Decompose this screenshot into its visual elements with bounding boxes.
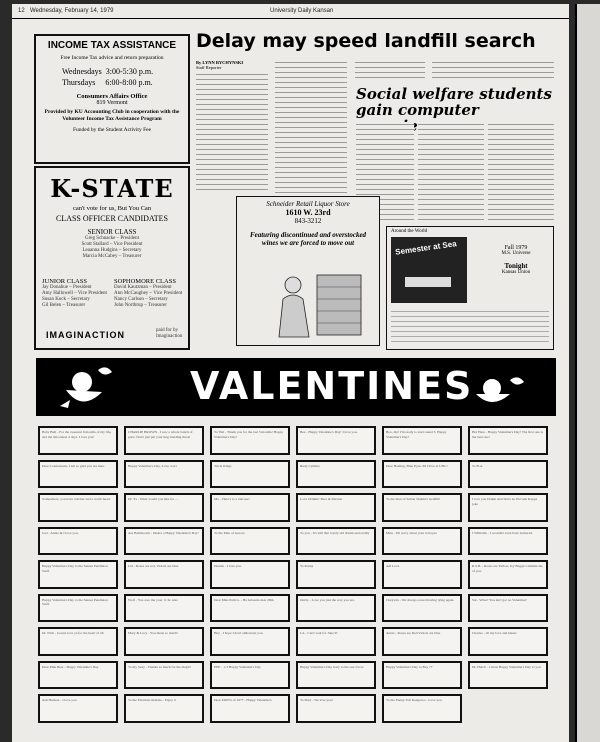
valentine-message-text: Dr. Nick - Gonna love ya for the heart of all. xyxy=(42,631,105,635)
valentine-message xyxy=(124,627,204,656)
kstate-line2: CLASS OFFICER CANDIDATES xyxy=(55,214,169,223)
valentine-message-text: Dear Heating, Blue Eyes, 69 I'll be at UNC! xyxy=(386,463,448,468)
book-title: Semester at Sea xyxy=(394,239,458,257)
valentine-message-text: To the Fabulous Indians - Enjoy it xyxy=(128,698,176,702)
valentine-message-text: Sal - What? You ain't got no Valentine? xyxy=(472,597,527,602)
valentine-message-text: Dennis - I love you. xyxy=(214,564,242,568)
valentine-message xyxy=(382,527,462,556)
valentine-message-text: Dr. Hutch - a most Happy Valentine's Day to you xyxy=(472,664,541,669)
valentine-message xyxy=(38,627,118,656)
valentine-message xyxy=(296,460,376,489)
liquor-illustration xyxy=(257,267,367,339)
valentine-messages-grid xyxy=(36,426,554,736)
valentine-message xyxy=(124,560,204,589)
paid-for: paid for by Imaginaction xyxy=(156,328,183,339)
tax-schedule xyxy=(62,66,188,88)
valentine-message-text: R.S.B. - Roses are Yellow, Ivy Baggio reminds me of you. xyxy=(472,564,543,573)
valentine-message-text: To the Funny Tall Kangaroo - Love you xyxy=(386,698,442,702)
valentine-message xyxy=(468,661,548,690)
schedule-time: 6:00-8:00 p.m. xyxy=(105,78,153,87)
valentine-message xyxy=(296,661,376,690)
meeting-location: Kansas Union xyxy=(501,270,531,275)
valentine-message-text: Dear MON's of 1977 - Happy Valentine's xyxy=(214,698,272,702)
valentine-message-text: Bee - Happy Valentine's Day! I love you. xyxy=(300,430,358,434)
sophomore-block xyxy=(114,278,184,309)
valentine-message-text: To you - It's still that lovely old dream and reality xyxy=(300,530,370,535)
valentine-message xyxy=(124,661,204,690)
article-column xyxy=(275,60,347,194)
candidate: Leaanna Hudgins – Secretary xyxy=(82,248,142,253)
valentine-message xyxy=(382,594,462,623)
valentine-message xyxy=(124,460,204,489)
candidate: Scott Stallard – Vice President xyxy=(81,242,143,247)
byline-role: Staff Reporter xyxy=(196,65,222,70)
valentine-message-text: Joel - Annie & I love you. xyxy=(42,530,79,535)
valentine-message xyxy=(468,560,548,589)
valentine-message xyxy=(38,661,118,690)
article-column xyxy=(418,122,484,222)
valentine-message-text: Cheywin - I'm always scared having lying again. xyxy=(386,597,455,602)
valentine-message xyxy=(382,426,462,455)
valentine-message-text: CHARLIE BROWN - I saw a whole bunch of gobs. Don't just put your hug standing there! xyxy=(128,430,193,439)
valentine-message-text: Wolf - You owe me your 11 hr. kiss xyxy=(128,597,178,602)
valentine-message xyxy=(124,493,204,522)
junior-block xyxy=(42,278,110,309)
valentine-message xyxy=(296,426,376,455)
schedule-day: Thursdays xyxy=(62,78,96,87)
valentine-message-text: Happy Valentine's Day to the Sunset Pendleton Staff. xyxy=(42,597,108,606)
candidate: Susan Kock – Secretary xyxy=(42,297,90,302)
tax-provided-by: Provided by KU Accounting Club in cooperation with the Volunteer Income Tax Assistance Program xyxy=(44,109,180,122)
income-tax-ad xyxy=(34,34,190,164)
valentine-message-text: Love Drinkin' Beer & Maxine xyxy=(300,497,343,501)
schedule-day: Wednesdays xyxy=(62,67,102,76)
valentine-message xyxy=(382,493,462,522)
valentine-message-text: Boo, my! I'm ready to start round 3. Happy Valentine's Day! xyxy=(386,430,447,439)
valentine-message xyxy=(38,426,118,455)
valentine-message xyxy=(38,594,118,623)
valentine-message xyxy=(210,627,290,656)
semester-at-sea-ad xyxy=(386,226,554,350)
candidate: Marcia McCabey – Treasurer xyxy=(82,254,142,259)
valentine-message xyxy=(210,460,290,489)
liquor-address: 1610 W. 23rd xyxy=(285,208,331,217)
headline-landfill: Delay may speed landfill search xyxy=(196,30,536,52)
valentine-message xyxy=(296,527,376,556)
valentine-message xyxy=(210,493,290,522)
valentine-message xyxy=(210,560,290,589)
valentine-message-text: To the Man of Aurora xyxy=(214,530,245,535)
article-column xyxy=(196,72,268,194)
valentine-message-text: Somewhere, you have told her and a warm heart. xyxy=(42,497,111,501)
valentine-message xyxy=(210,527,290,556)
article-column xyxy=(488,122,554,222)
candidate: Amy Hallowell – Vice President xyxy=(42,291,107,296)
valentine-message xyxy=(38,527,118,556)
tax-ad-subtitle: Free Income Tax advice and return preparation xyxy=(60,55,164,61)
valentine-message xyxy=(296,694,376,723)
candidate: Gil Belen – Treasurer xyxy=(42,303,86,308)
liquor-phone: 843-3212 xyxy=(294,217,322,225)
cupid-left-icon xyxy=(58,362,118,412)
valentine-message-text: Dear Miss Pam G. - Ha Grissula dear 28th. xyxy=(214,597,275,602)
valentine-message-text: LA - Can't wait for June 9! xyxy=(300,631,338,635)
valentine-message-text: To the man of Sultan Shahin's Graffiti! xyxy=(386,497,441,501)
valentine-message-text: Dear Pink Bear - Happy Valentine's Day xyxy=(42,664,99,669)
valentine-message-text: Darby - Love you just the way you are. xyxy=(300,597,355,602)
valentine-message xyxy=(124,527,204,556)
valentine-message xyxy=(296,627,376,656)
article-column xyxy=(355,60,425,82)
tax-ad-title: INCOME TAX ASSISTANCE xyxy=(47,40,177,51)
valentines-title: VALENTINES xyxy=(190,364,474,408)
valentine-message-text: To my Sexy - Thanks so much for the magic! xyxy=(128,664,192,669)
issue-date: Wednesday, February 14, 1979 xyxy=(30,8,114,14)
valentine-message xyxy=(296,493,376,522)
valentine-message xyxy=(382,627,462,656)
ad-fine-print xyxy=(391,309,549,345)
liquor-name: Schneider Retail Liquor Store xyxy=(266,200,350,208)
byline: By LYNN RYCHYNSKI xyxy=(196,60,244,65)
valentine-message-text: Dr. Ys - What would you like for ... xyxy=(128,497,178,501)
around-world-label: Around the World xyxy=(391,229,428,234)
valentine-message xyxy=(382,661,462,690)
valentine-message xyxy=(382,460,462,489)
tax-funded: Funded by the Student Activity Fee xyxy=(72,127,152,133)
valentine-message-text: Ms. - Here's to a nutcase! xyxy=(214,497,250,501)
valentine-message xyxy=(468,594,548,623)
schedule-time: 3:00-5:30 p.m. xyxy=(105,67,154,76)
valentine-message-text: Hot Hare - Happy Valentine's Day! The first one is the best one! xyxy=(472,430,543,439)
valentine-message-text: Ass Bamboozle - Desire a Happy Valentine's Day! xyxy=(128,530,199,535)
valentine-message xyxy=(124,594,204,623)
valentine-message xyxy=(124,694,204,723)
term: Fall 1979 xyxy=(504,245,528,251)
candidate: John Northrup – Treasurer xyxy=(114,303,167,308)
valentine-message-text: Miss - I'm sorry about your red eyes xyxy=(386,530,437,535)
imaginaction-logo: IMAGINACTION xyxy=(46,330,125,340)
junior-heading: JUNIOR CLASS xyxy=(42,278,87,285)
adjacent-page-edge xyxy=(575,4,600,742)
valentine-message xyxy=(468,460,548,489)
tax-office: Consumers Affairs Office xyxy=(76,93,148,100)
valentine-message-text: I love you Drunk And that's no Piccadu Kappa joke xyxy=(472,497,538,506)
valentine-message xyxy=(38,560,118,589)
tax-address: 819 Vermont xyxy=(96,100,128,106)
page-number: 12 xyxy=(18,8,25,14)
liquor-store-ad xyxy=(236,196,380,346)
valentine-message-text: To Daty - We love you! xyxy=(300,698,333,702)
valentine-message xyxy=(382,694,462,723)
valentine-message xyxy=(38,694,118,723)
valentine-message-text: Hey - I hope I don't embarrass you. xyxy=(214,631,264,635)
valentine-message-text: Happy Valentine's Day to Bay 77 xyxy=(386,664,433,669)
candidate: David Kautzman – President xyxy=(114,285,172,290)
valentine-message-text: Charles - all my love and kisses xyxy=(472,631,517,635)
book-cover-image xyxy=(391,237,467,303)
meeting-info xyxy=(483,245,549,275)
article-column xyxy=(432,60,554,82)
ship-icon xyxy=(405,277,451,287)
valentine-message xyxy=(468,493,548,522)
valentine-message-text: Adi Love xyxy=(386,564,400,568)
valentine-message-text: To Tim - Thank you for the last 3 months! Happy Valentine's Day! xyxy=(214,430,284,439)
candidate: Jay Donahue – President xyxy=(42,285,92,290)
valentine-message xyxy=(296,560,376,589)
headline-social-welfare: Social welfare students gain computer xyxy=(356,85,552,119)
valentine-message-text: Mary & Lucy - You mean so much! xyxy=(128,631,178,635)
ship-name: M.S. Universe xyxy=(501,251,531,256)
valentine-message-text: Usi - Roses are red, Violets are blue xyxy=(128,564,179,568)
valentine-message-text: Ash Hudson - I love you xyxy=(42,698,77,702)
valentine-message xyxy=(382,560,462,589)
valentine-message xyxy=(210,426,290,455)
valentine-message-text: Happy Valentine's Day Gary to the one I love xyxy=(300,664,364,669)
valentine-message xyxy=(124,426,204,455)
valentine-message xyxy=(38,493,118,522)
valentine-message-text: Happy Valentine's Day to the Sunset Pendleton Staff. xyxy=(42,564,108,573)
valentine-message xyxy=(468,426,548,455)
sophomore-heading: SOPHOMORE CLASS xyxy=(114,278,176,285)
candidate: Nancy Carlson – Secretary xyxy=(114,297,168,302)
candidate: Ann McCaughey – Vice President xyxy=(114,291,183,296)
valentine-message xyxy=(468,527,548,556)
valentine-message xyxy=(468,627,548,656)
valentine-message-text: Happy Valentine's Day, Love, Lori xyxy=(128,463,177,468)
liquor-tagline1: Featuring discontinued and overstocked xyxy=(249,231,367,239)
valentine-message-text: Annie - Roses are Red Violets are blue xyxy=(386,631,441,635)
candidate: Greg Schnacke – President xyxy=(84,236,139,241)
valentine-message-text: To Penny xyxy=(300,564,314,568)
paper-name: University Daily Kansan xyxy=(270,8,334,14)
valentine-message-text: Dear Cosmonauts, I am so glad you are here. xyxy=(42,463,105,468)
valentine-message xyxy=(210,594,290,623)
valentine-message-text: J Williams - I wouldn't even have bothered. xyxy=(472,530,533,535)
valentine-message xyxy=(210,661,290,690)
kstate-title: K-STATE xyxy=(50,174,174,203)
valentine-message-text: EEE - 1-3 Happy Valentine's Day xyxy=(214,664,261,669)
senior-heading: SENIOR CLASS xyxy=(87,228,137,236)
valentine-message xyxy=(296,594,376,623)
liquor-tagline2: wines we are forced to move out xyxy=(261,239,355,247)
kstate-ad xyxy=(34,166,190,350)
meeting-time: Tonight xyxy=(504,262,528,270)
valentine-message-text: Baby Bull - For the sweetest 6 months of my life, and the smoothest 4 days. I love you! xyxy=(42,430,112,439)
kstate-line1: can't vote for us, But You Can xyxy=(72,205,152,212)
valentine-message xyxy=(38,460,118,489)
header-rule xyxy=(12,18,569,19)
senior-list xyxy=(36,236,188,260)
valentine-message xyxy=(210,694,290,723)
valentine-message-text: To B.A. xyxy=(472,463,484,468)
valentine-message-text: Rudy Cynthia xyxy=(300,463,320,468)
valentine-message-text: Tricia Kings xyxy=(214,463,232,468)
